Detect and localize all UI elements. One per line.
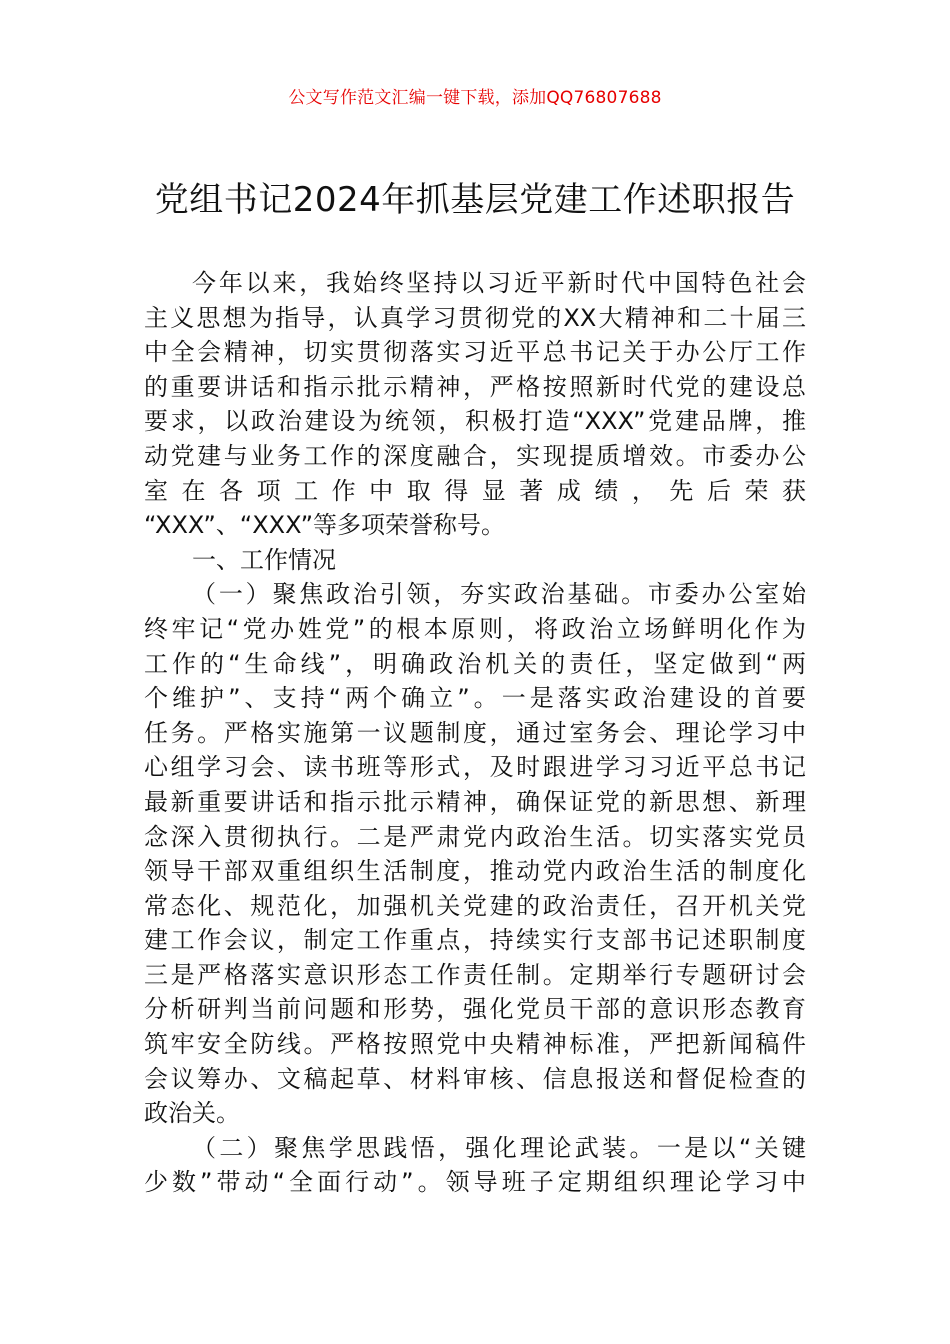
paragraph-line: 工作的“生命线”，明确政治机关的责任，坚定做到“两 [144, 649, 806, 678]
document-title: 党组书记2024年抓基层党建工作述职报告 [154, 180, 796, 220]
paragraph-line: 建工作会议，制定工作重点，持续实行支部书记述职制度 [144, 926, 806, 955]
paragraph-line: 主义思想为指导，认真学习贯彻党的XX大精神和二十届三 [144, 303, 806, 332]
paragraph-line: 三是严格落实意识形态工作责任制。定期举行专题研讨会 [144, 960, 806, 989]
download-banner: 公文写作范文汇编一键下载，添加QQ76807688 [288, 88, 662, 108]
paragraph-line: （一）聚焦政治引领，夯实政治基础。市委办公室始 [192, 580, 806, 609]
paragraph-line: 今年以来，我始终坚持以习近平新时代中国特色社会 [192, 269, 806, 297]
paragraph-line: 动党建与业务工作的深度融合，实现提质增效。市委办公 [144, 441, 806, 470]
paragraph-line: 常态化、规范化，加强机关党建的政治责任，召开机关党 [144, 891, 806, 920]
document-body [144, 266, 806, 1200]
paragraph-line: 会议筹办、文稿起草、材料审核、信息报送和督促检查的 [144, 1064, 806, 1093]
paragraph-line: 的重要讲话和指示批示精神，严格按照新时代党的建设总 [144, 372, 806, 401]
paragraph-line: “XXX”、“XXX”等多项荣誉称号。 [144, 511, 506, 540]
paragraph-line: 政治关。 [144, 1099, 240, 1128]
paragraph-line: 筑牢安全防线。严格按照党中央精神标准，严把新闻稿件 [144, 1030, 806, 1059]
paragraph-line: 领导干部双重组织生活制度，推动党内政治生活的制度化 [144, 857, 806, 886]
paragraph-line: 心组学习会、读书班等形式，及时跟进学习习近平总书记 [144, 753, 806, 782]
paragraph-line: 任务。严格实施第一议题制度，通过室务会、理论学习中 [144, 718, 806, 747]
paragraph-line: 要求，以政治建设为统领，积极打造“XXX”党建品牌，推 [144, 407, 806, 436]
paragraph-line: 室在各项工作中取得显著成绩，先后荣获 [144, 476, 806, 505]
paragraph-line: 分析研判当前问题和形势，强化党员干部的意识形态教育 [144, 995, 806, 1024]
paragraph-line: 终牢记“党办姓党”的根本原则，将政治立场鲜明化作为 [144, 614, 806, 643]
section-heading: 一、工作情况 [192, 545, 336, 574]
paragraph-line: 少数”带动“全面行动”。领导班子定期组织理论学习中 [144, 1168, 806, 1197]
paragraph-line: 个维护”、支持“两个确立”。一是落实政治建设的首要 [144, 684, 806, 713]
paragraph-line: 中全会精神，切实贯彻落实习近平总书记关于办公厅工作 [144, 338, 806, 367]
paragraph-line: 念深入贯彻执行。二是严肃党内政治生活。切实落实党员 [144, 822, 806, 851]
paragraph-line: （二）聚焦学思践悟，强化理论武装。一是以“关键 [192, 1133, 806, 1162]
paragraph-line: 最新重要讲话和指示批示精神，确保证党的新思想、新理 [144, 787, 806, 816]
